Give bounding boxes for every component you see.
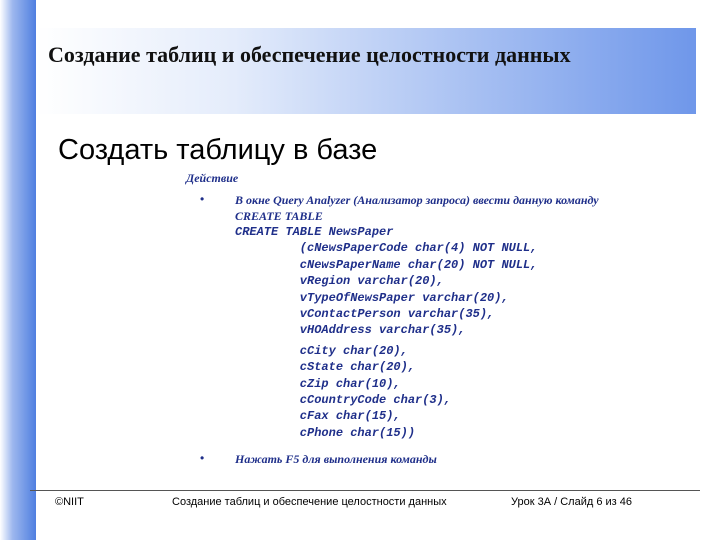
left-decorative-bar [0,0,36,540]
code-line: CREATE TABLE NewsPaper [235,225,394,239]
slide-title: Создание таблиц и обеспечение целостности данных [48,42,571,67]
step-2-text: Нажать F5 для выполнения команды [235,452,437,467]
step-1-text: В окне Query Analyzer (Анализатор запроса) ввести данную команду [235,193,599,207]
code-line: cPhone char(15)) [235,425,416,440]
code-line: cZip char(10), [235,376,401,391]
slide-subtitle: Создать таблицу в базе [58,134,378,166]
code-line: cState char(20), [235,360,416,375]
code-line: cCity char(20), [235,343,408,358]
bullet-icon: • [200,192,205,206]
footer-copyright: ©NIIT [55,496,84,508]
code-line: vHOAddress varchar(35), [235,323,466,338]
code-line: vRegion varchar(20), [235,274,444,289]
code-line: (cNewsPaperCode char(4) NOT NULL, [235,241,538,256]
code-line: cCountryCode char(3), [235,393,452,408]
code-line: cFax char(15), [235,409,401,424]
footer-slide-number: Урок 3А / Слайд 6 из 46 [511,496,632,508]
step-1 [186,192,686,441]
step-2 [186,451,686,467]
step-1-keyword: CREATE TABLE [235,209,323,223]
code-line: cNewsPaperName char(20) NOT NULL, [235,257,538,272]
slide-content [186,170,686,467]
footer-course-title: Создание таблиц и обеспечение целостности данных [172,496,447,508]
action-label: Действие [186,171,239,185]
code-line: vTypeOfNewsPaper varchar(20), [235,290,509,305]
footer-divider [30,490,700,491]
bullet-icon: • [200,451,205,466]
code-line: vContactPerson varchar(35), [235,307,495,322]
